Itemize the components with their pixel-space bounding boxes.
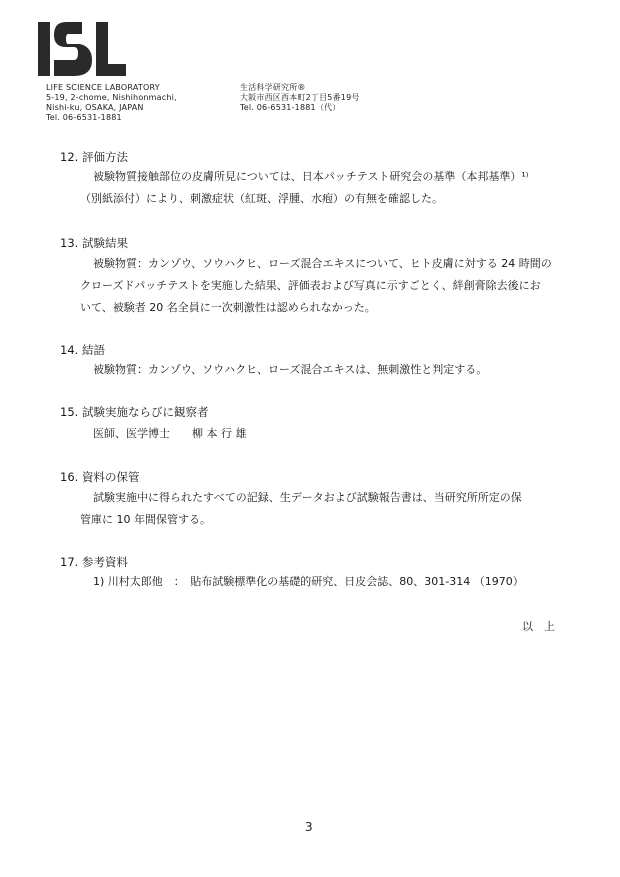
closing-mark: 以 上 (522, 620, 555, 633)
section-body (93, 487, 573, 509)
section-number: 13. (60, 236, 79, 250)
address-line: 生活科学研究所® (240, 83, 306, 92)
section-heading (60, 555, 128, 569)
section-title: 結語 (82, 343, 105, 357)
section-body (93, 571, 573, 593)
section-number: 15. (60, 405, 79, 419)
address-line: Tel. 06-6531-1881 (46, 113, 122, 122)
body-line: いて、被験者 20 名全員に一次刺激性は認められなかった。 (80, 301, 376, 314)
page-number: 3 (305, 820, 313, 834)
section-title: 試験結果 (82, 236, 128, 250)
section-body (80, 509, 560, 531)
address-line: Tel. 06-6531-1881（代） (240, 103, 341, 112)
body-line: 被験物質：カンゾウ、ソウハクヒ、ローズ混合エキスについて、ヒト皮膚に対する 24 時間の (93, 257, 552, 270)
body-line: 医師、医学博士 柳 本 行 雄 (93, 427, 247, 440)
section-heading (60, 343, 105, 357)
lsl-logo (38, 20, 128, 82)
header-address-jp (240, 83, 440, 113)
section-body (80, 188, 560, 210)
address-line: 5-19, 2-chome, Nishihonmachi, (46, 93, 177, 102)
body-line: （別紙添付）により、刺激症状（紅斑、浮腫、水疱）の有無を確認した。 (80, 192, 443, 205)
section-body (93, 423, 573, 445)
body-line: 試験実施中に得られたすべての記録、生データおよび試験報告書は、当研究所所定の保 (93, 491, 522, 504)
reference-line: 1) 川村太郎他 ： 貼布試験標準化の基礎的研究、日皮会誌、80、301-314 （1970） (93, 575, 524, 588)
section-number: 12. (60, 150, 79, 164)
section-body (93, 166, 573, 188)
body-line: 被験物質：カンゾウ、ソウハクヒ、ローズ混合エキスは、無刺激性と判定する。 (93, 363, 488, 376)
section-body (93, 359, 573, 381)
address-line: 大阪市西区西本町2丁目5番19号 (240, 93, 360, 102)
section-body (80, 275, 570, 319)
section-title: 試験実施ならびに観察者 (82, 405, 209, 419)
address-line: LIFE SCIENCE LABORATORY (46, 83, 160, 92)
body-line: 管庫に 10 年間保管する。 (80, 513, 211, 526)
header-address-en (46, 83, 216, 123)
section-heading (60, 236, 128, 250)
section-title: 資料の保管 (82, 470, 140, 484)
section-title: 評価方法 (82, 150, 128, 164)
section-number: 14. (60, 343, 79, 357)
section-number: 17. (60, 555, 79, 569)
section-body (93, 253, 573, 275)
section-heading (60, 470, 140, 484)
section-number: 16. (60, 470, 79, 484)
body-line: クローズドパッチテストを実施した結果、評価表および写真に示すごとく、絆創膏除去後にお (80, 279, 541, 292)
section-heading (60, 405, 209, 419)
section-title: 参考資料 (82, 555, 128, 569)
section-heading (60, 150, 128, 164)
body-line: 被験物質接触部位の皮膚所見については、日本パッチテスト研究会の基準（本邦基準）¹⁾ (93, 170, 529, 183)
address-line: Nishi-ku, OSAKA, JAPAN (46, 103, 144, 112)
